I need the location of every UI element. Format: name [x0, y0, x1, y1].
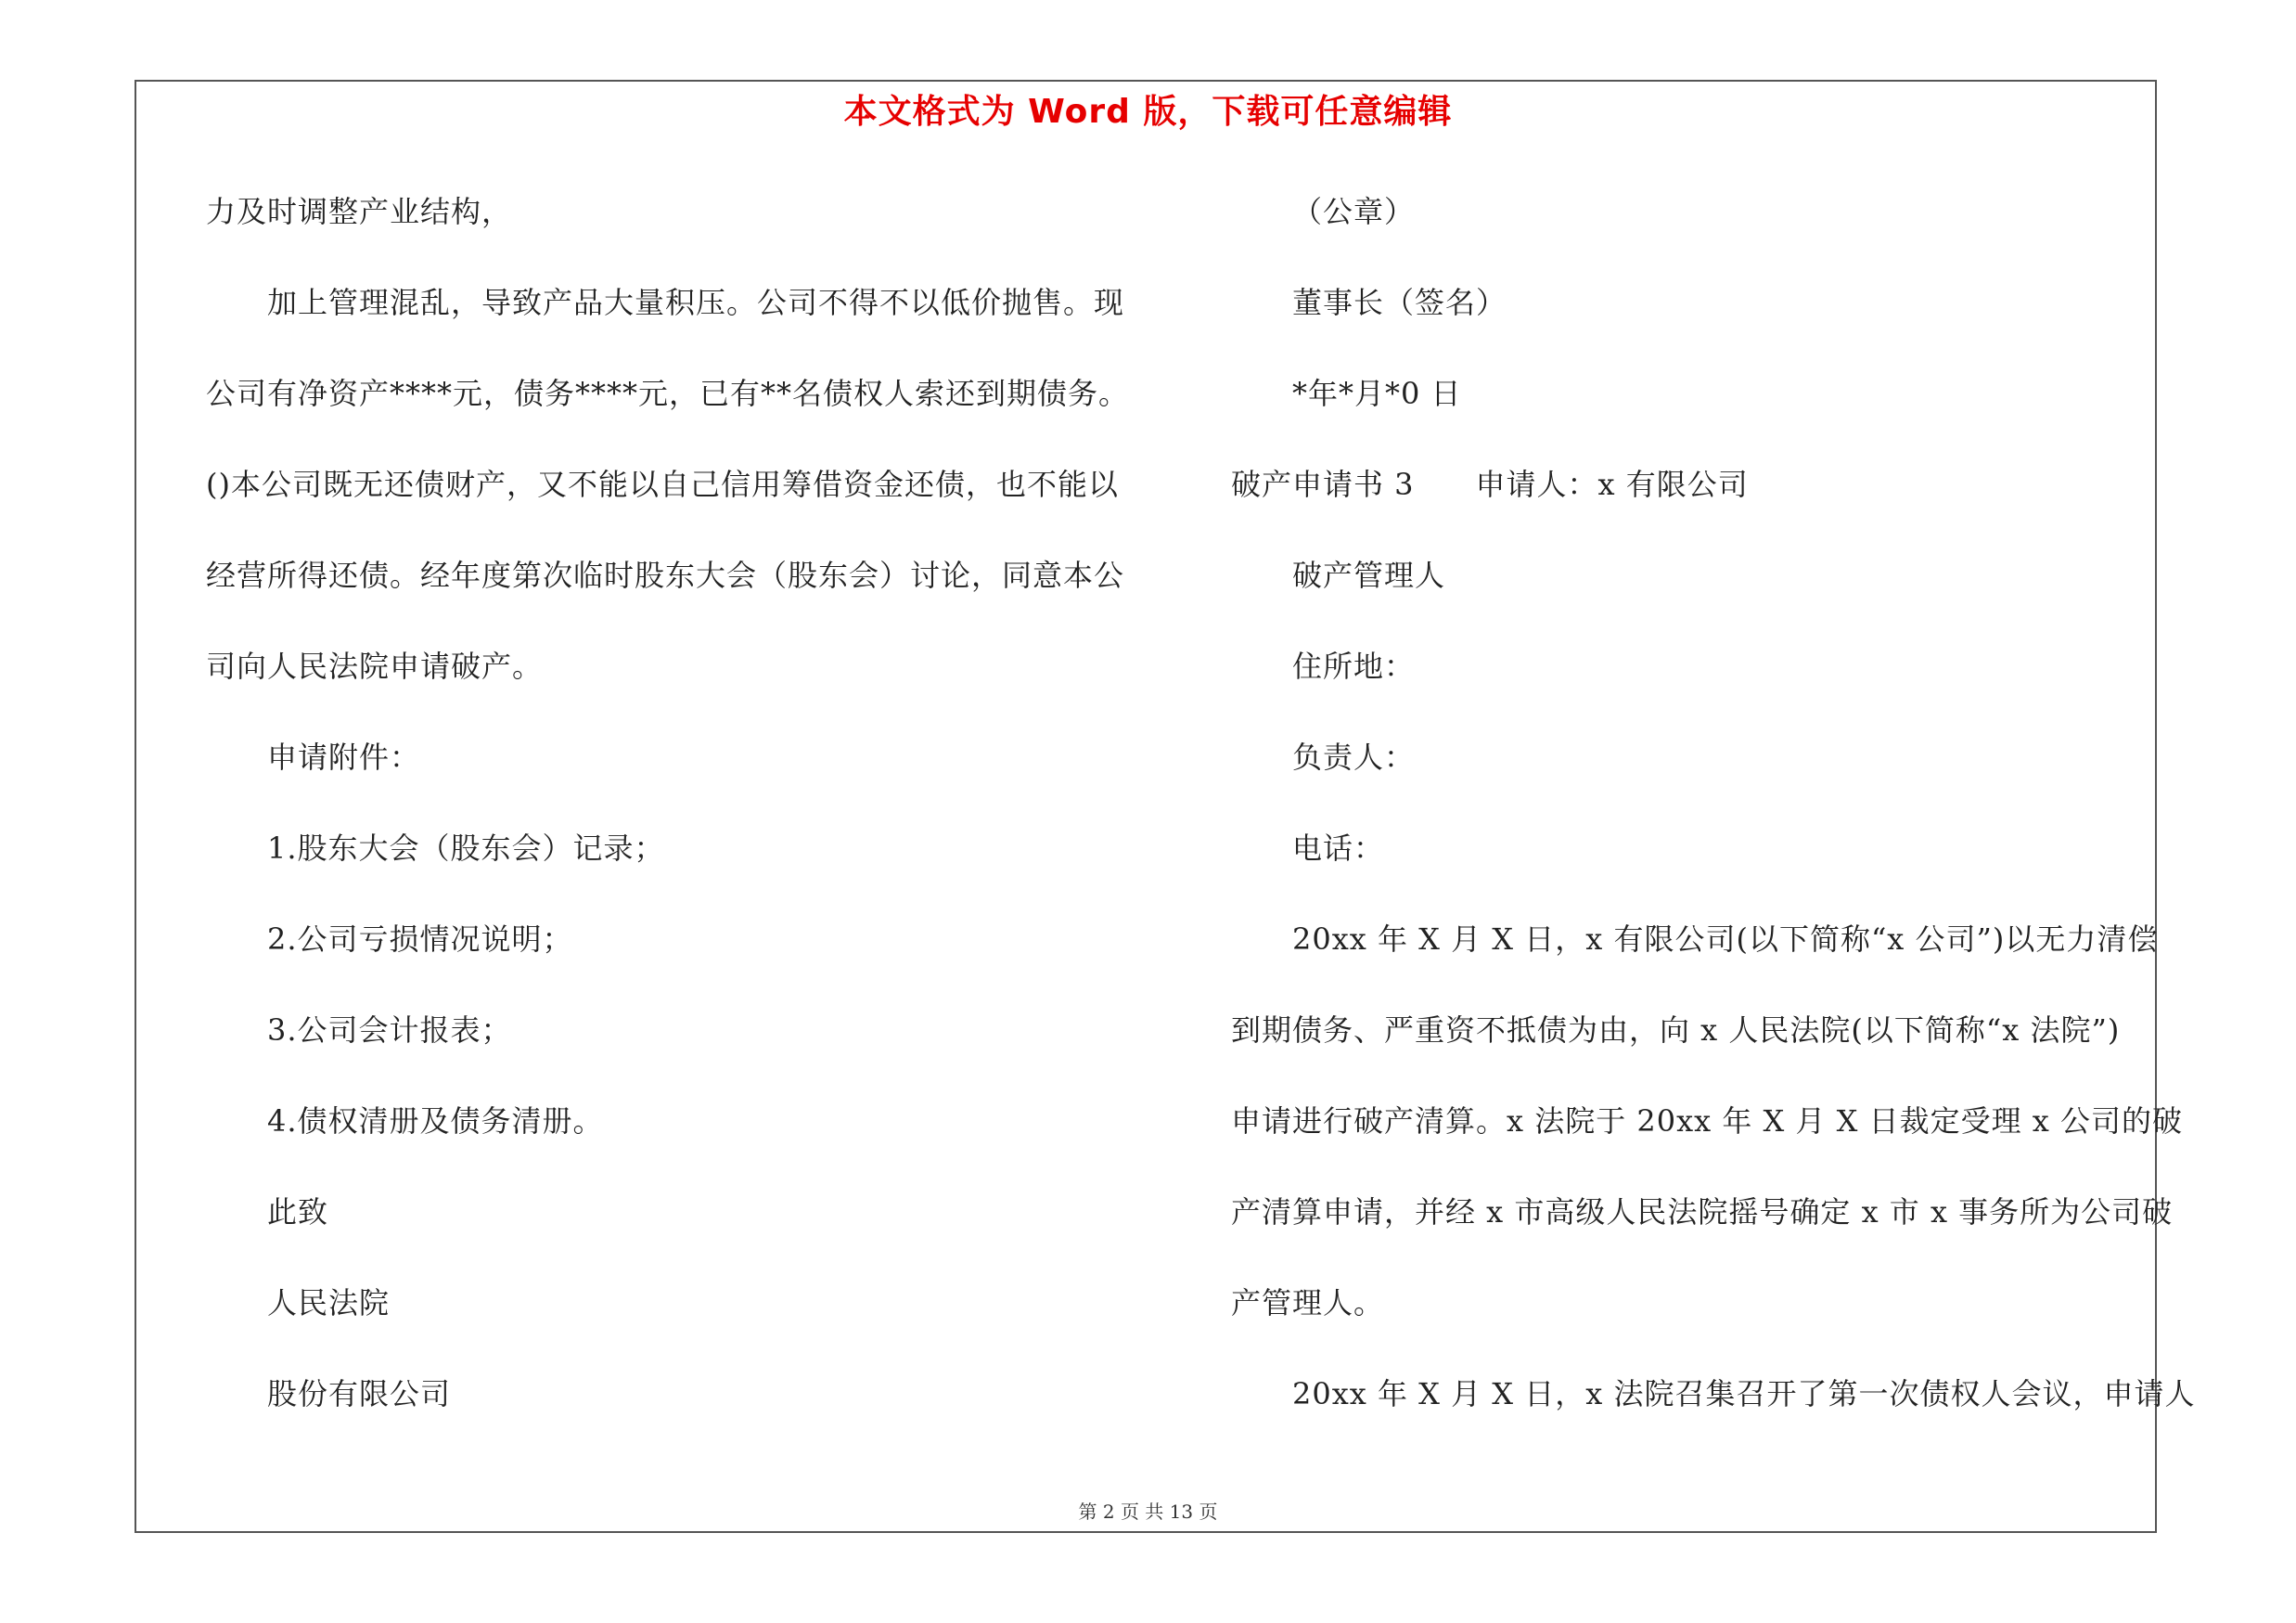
- text-line: 经营所得还债。经年度第次临时股东大会（股东会）讨论，同意本公: [206, 558, 1125, 593]
- text-line: 力及时调整产业结构，: [206, 194, 513, 229]
- attachment-item: 2.公司亏损情况说明；: [267, 921, 573, 957]
- text-line: ()本公司既无还债财产，又不能以自己信用筹借资金还债，也不能以: [206, 467, 1119, 502]
- text-line: 20xx 年 X 月 X 日，x 有限公司(以下简称“x 公司”)以无力清偿: [1292, 921, 2159, 957]
- attachment-item: 1.股东大会（股东会）记录；: [267, 831, 665, 866]
- company-name: 股份有限公司: [267, 1376, 452, 1411]
- attachment-item: 4.债权清册及债务清册。: [267, 1103, 604, 1139]
- text-line: 产管理人。: [1231, 1285, 1385, 1320]
- text-line: 破产管理人: [1292, 558, 1446, 593]
- left-column: [206, 184, 1143, 1457]
- page-number: 第 2 页 共 13 页: [1078, 1501, 1218, 1523]
- word-format-banner: 本文格式为 Word 版，下载可任意编辑: [843, 93, 1453, 131]
- text-line: 20xx 年 X 月 X 日，x 法院召集召开了第一次债权人会议，申请人: [1292, 1376, 2196, 1411]
- salutation: 此致: [267, 1194, 329, 1230]
- seal-line: （公章）: [1292, 194, 1416, 229]
- text-line: 到期债务、严重资不抵债为由，向 x 人民法院(以下简称“x 法院”): [1231, 1012, 2121, 1048]
- text-line: 司向人民法院申请破产。: [206, 649, 544, 684]
- right-column: [1231, 184, 2196, 1457]
- attachments-heading: 申请附件：: [267, 740, 421, 775]
- text-line: 申请进行破产清算。x 法院于 20xx 年 X 月 X 日裁定受理 x 公司的破: [1231, 1103, 2184, 1139]
- text-line: 加上管理混乱，导致产品大量积压。公司不得不以低价抛售。现: [267, 285, 1125, 320]
- text-line: 公司有净资产****元，债务****元，已有**名债权人索还到期债务。: [206, 376, 1130, 411]
- addressee: 人民法院: [267, 1285, 391, 1320]
- attachment-item: 3.公司会计报表；: [267, 1012, 512, 1048]
- text-line: 负责人：: [1292, 740, 1416, 775]
- date-line: *年*月*0 日: [1292, 376, 1462, 411]
- text-line: 产清算申请，并经 x 市高级人民法院摇号确定 x 市 x 事务所为公司破: [1231, 1194, 2174, 1230]
- signature-line: 董事长（签名）: [1292, 285, 1507, 320]
- section-title: 破产申请书 3 申请人：x 有限公司: [1231, 467, 1749, 502]
- text-line: 住所地：: [1292, 649, 1416, 684]
- text-line: 电话：: [1292, 831, 1385, 866]
